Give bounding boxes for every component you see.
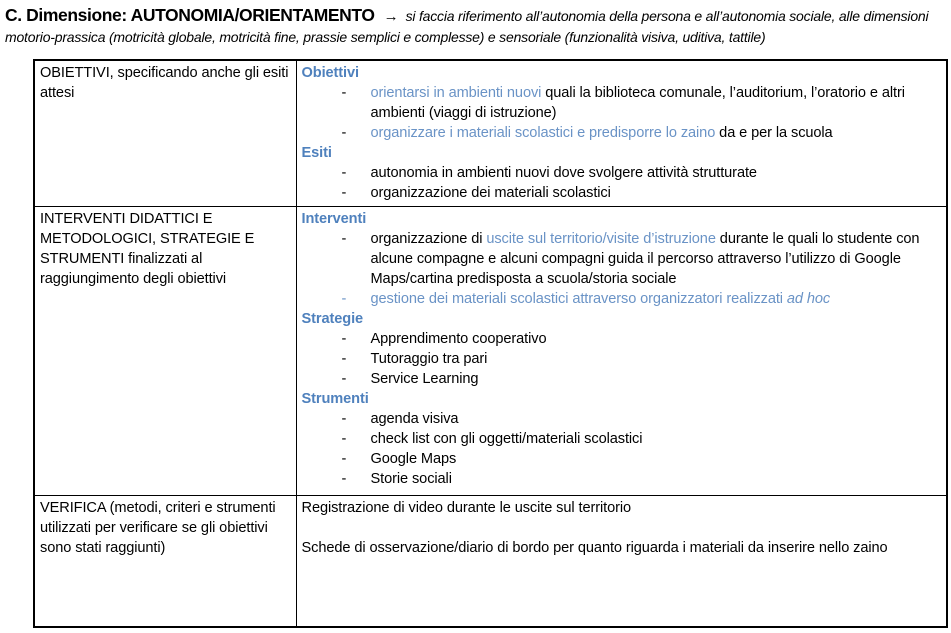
- bullet-dash: -: [341, 231, 347, 247]
- highlight-text: orientarsi in ambienti nuovi: [370, 85, 542, 101]
- list-item: [302, 449, 942, 469]
- list-item-text: Service Learning: [370, 371, 479, 387]
- bullet-dash: -: [341, 371, 347, 387]
- list-item-text: [371, 289, 942, 309]
- list-item: [302, 469, 942, 489]
- row-label-obiettivi: OBIETTIVI, specificando anche gli esiti attesi: [34, 60, 296, 207]
- bullet-dash: -: [341, 165, 347, 181]
- row-content-interventi: [296, 207, 947, 496]
- bullet-dash: -: [341, 471, 347, 487]
- verifica-paragraph-1: Registrazione di video durante le uscite sul territorio: [301, 500, 632, 516]
- list-item-text: [371, 123, 942, 143]
- list-item-text: [371, 83, 942, 123]
- list-item: [302, 163, 942, 183]
- list-item: [302, 123, 942, 143]
- row-content-verifica: [296, 496, 947, 627]
- right-arrow-glyph: →: [383, 8, 399, 25]
- list-item: [302, 369, 942, 389]
- highlight-text: uscite sul territorio/visite d’istruzione: [486, 231, 716, 247]
- bullet-dash: -: [341, 351, 347, 367]
- heading-interventi: Interventi: [301, 211, 367, 227]
- highlight-text: organizzare i materiali scolastici e predisporre lo zaino: [370, 125, 716, 141]
- list-item: [302, 349, 942, 369]
- bullet-dash: -: [341, 411, 347, 427]
- section-title-bold: C. Dimensione: AUTONOMIA/ORIENTAMENTO: [5, 5, 375, 25]
- section-title-note: si faccia riferimento all’autonomia della persona e all’autonomia sociale, alle dimensioni motorio-prassica (motricità globale, motricità fine, prassie semplici e complesse) e sensoriale (funzionalità visiva, uditiva, tattile): [5, 8, 929, 45]
- plain-text: organizzazione di: [370, 231, 487, 247]
- bullet-dash: -: [341, 291, 347, 307]
- list-item-text: organizzazione dei materiali scolastici: [370, 185, 611, 201]
- row-label-verifica: VERIFICA (metodi, criteri e strumenti utilizzati per verificare se gli obiettivi sono stati raggiunti): [34, 496, 296, 627]
- dimension-table: [33, 59, 948, 628]
- plain-text: da e per la scuola: [715, 125, 833, 141]
- bullet-dash: -: [341, 185, 347, 201]
- list-item: [302, 429, 942, 449]
- verifica-paragraph-2: Schede di osservazione/diario di bordo per quanto riguarda i materiali da inserire nello zaino: [301, 540, 888, 556]
- list-item: [302, 409, 942, 429]
- list-item-text: autonomia in ambienti nuovi dove svolgere attività strutturate: [370, 165, 757, 181]
- section-title: [5, 5, 948, 48]
- list-item-text: [371, 229, 942, 289]
- row-label-interventi: INTERVENTI DIDATTICI E METODOLOGICI, STRATEGIE E STRUMENTI finalizzati al raggiungimento degli obiettivi: [34, 207, 296, 496]
- heading-esiti: Esiti: [301, 145, 332, 161]
- heading-strategie: Strategie: [301, 311, 364, 327]
- list-item: [302, 329, 942, 349]
- plain-text: quali la biblioteca comunale, l’auditorium, l’oratorio e altri ambienti (viaggi di istruzione): [370, 85, 905, 121]
- table-row-obiettivi: [34, 60, 947, 207]
- highlight-text: gestione dei materiali scolastici attraverso organizzatori realizzati: [370, 291, 787, 307]
- table-row-interventi: [34, 207, 947, 496]
- list-item-text: Storie sociali: [370, 471, 452, 487]
- list-item: [302, 289, 942, 309]
- list-item: [302, 83, 942, 123]
- list-item-text: agenda visiva: [370, 411, 459, 427]
- bullet-dash: -: [341, 431, 347, 447]
- list-item-text: check list con gli oggetti/materiali scolastici: [370, 431, 643, 447]
- highlight-italic-text: ad hoc: [786, 291, 831, 307]
- heading-obiettivi: Obiettivi: [301, 65, 359, 81]
- list-item-text: Google Maps: [370, 451, 457, 467]
- bullet-dash: -: [341, 125, 347, 141]
- bullet-dash: -: [341, 451, 347, 467]
- plain-text: durante le quali lo studente con alcune compagne e alcuni compagni guida il percorso attraverso l’utilizzo di Google Maps/cartina predisposta a scuola/storia sociale: [370, 231, 920, 287]
- list-item-text: Tutoraggio tra pari: [370, 351, 488, 367]
- heading-strumenti: Strumenti: [301, 391, 369, 407]
- list-item: [302, 229, 942, 289]
- bullet-dash: -: [341, 85, 347, 101]
- row-content-obiettivi: [296, 60, 947, 207]
- bullet-dash: -: [341, 331, 347, 347]
- table-row-verifica: [34, 496, 947, 627]
- list-item: [302, 183, 942, 203]
- list-item-text: Apprendimento cooperativo: [370, 331, 547, 347]
